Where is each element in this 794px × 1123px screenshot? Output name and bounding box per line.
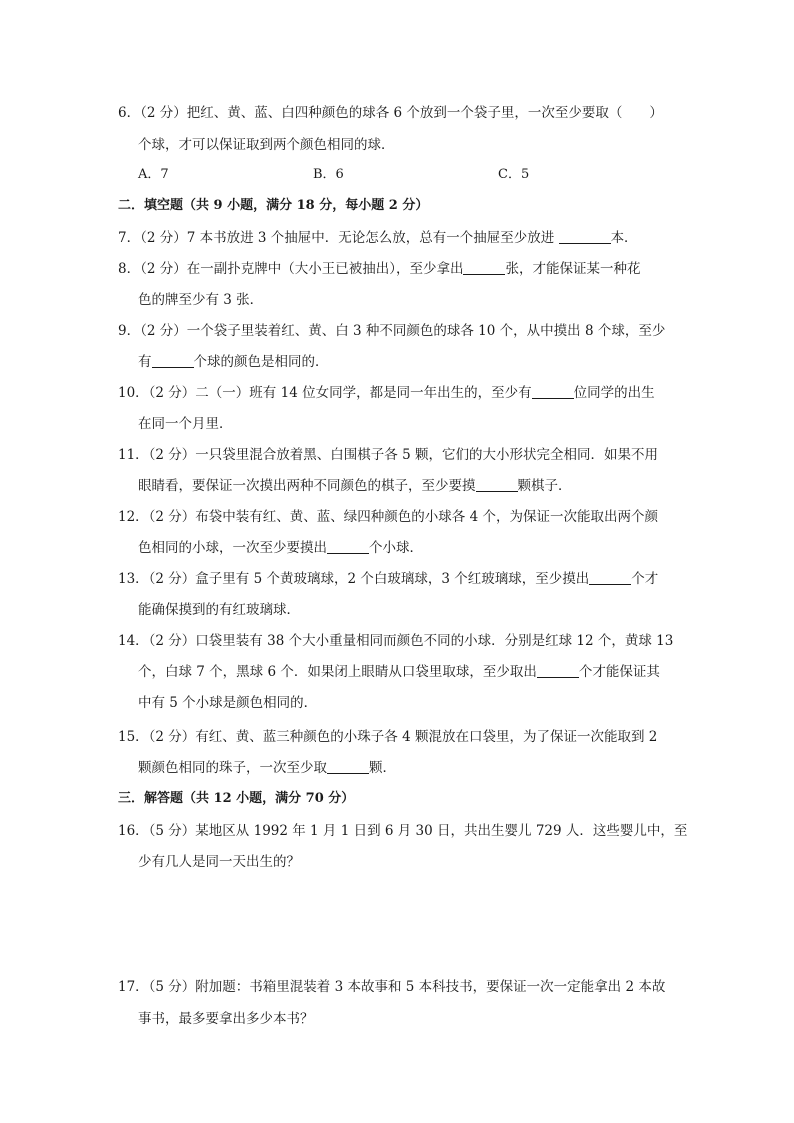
question-14-text: 个，白球 7 个，黑球 6 个．如果闭上眼睛从口袋里取球，至少取出 <box>138 664 537 680</box>
question-10-line-2: 在同一个月里． <box>138 416 233 432</box>
answer-blank[interactable] <box>152 354 194 368</box>
question-8-line-1 <box>118 260 640 278</box>
question-10-line-1 <box>118 384 655 402</box>
answer-blank[interactable] <box>559 230 611 244</box>
option-b: B．6 <box>313 167 344 182</box>
question-14-text-end: 个才能保证其 <box>578 664 660 680</box>
question-14-line-2 <box>138 663 660 681</box>
question-16-line-1: 16．（5 分）某地区从 1992 年 1 月 1 日到 6 月 30 日，共出生婴儿 729 人．这些婴儿中，至 <box>118 823 688 839</box>
question-15-text-end: 颗． <box>369 760 396 776</box>
section-3-title: 三．解答题（共 12 小题，满分 70 分） <box>118 791 355 806</box>
question-15-line-2 <box>138 759 396 777</box>
question-15-line-1: 15．（2 分）有红、黄、蓝三种颜色的小珠子各 4 颗混放在口袋里，为了保证一次能取到 2 <box>118 729 658 745</box>
question-6-line-2: 个球，才可以保证取到两个颜色相同的球． <box>138 137 395 153</box>
question-7-text-end: 本． <box>610 230 638 246</box>
question-6-line-1: 6．（2 分）把红、黄、蓝、白四种颜色的球各 6 个放到一个袋子里，一次至少要取（ ） <box>118 105 663 121</box>
option-a: A．7 <box>138 167 169 182</box>
question-11-line-2 <box>138 477 572 495</box>
question-11-line-1: 11．（2 分）一只袋里混合放着黑、白围棋子各 5 颗，它们的大小形状完全相同．如果不用 <box>118 447 658 463</box>
answer-blank[interactable] <box>476 478 518 492</box>
question-15-text: 颗颜色相同的珠子，一次至少取 <box>138 760 327 776</box>
question-10-text-end: 位同学的出生 <box>573 385 655 401</box>
question-14-line-3: 中有 5 个小球是颜色相同的． <box>138 695 318 711</box>
question-8-line-2: 色的牌至少有 3 张． <box>138 292 264 308</box>
question-14-line-1: 14．（2 分）口袋里装有 38 个大小重量相同而颜色不同的小球．分别是红球 12 个，黄球 13 <box>118 633 674 649</box>
question-12-line-2 <box>138 539 423 557</box>
question-7-text: 7．（2 分）7 本书放进 3 个抽屉中．无论怎么放，总有一个抽屉至少放进 <box>118 230 559 246</box>
question-16-line-2: 少有几人是同一天出生的？ <box>138 854 300 870</box>
question-9-text-end: 个球的颜色是相同的． <box>193 354 329 370</box>
question-12-text: 色相同的小球，一次至少要摸出 <box>138 540 327 556</box>
answer-blank[interactable] <box>537 664 579 678</box>
question-9-line-2 <box>138 353 329 371</box>
answer-blank[interactable] <box>589 571 631 585</box>
question-17-line-1: 17．（5 分）附加题：书箱里混装着 3 本故事和 5 本科技书，要保证一次一定能拿出 2 本故 <box>118 979 666 995</box>
question-13-text-end: 个才 <box>631 571 659 587</box>
question-10-text: 10．（2 分）二（一）班有 14 位女同学，都是同一年出生的，至少有 <box>118 385 532 401</box>
question-7 <box>118 229 638 247</box>
question-13-text: 13．（2 分）盒子里有 5 个黄玻璃球，2 个白玻璃球，3 个红玻璃球，至少摸出 <box>118 571 590 587</box>
answer-blank[interactable] <box>463 261 505 275</box>
answer-blank[interactable] <box>532 385 574 399</box>
option-c: C．5 <box>498 167 530 182</box>
question-11-text: 眼睛看，要保证一次摸出两种不同颜色的棋子，至少要摸 <box>138 478 476 494</box>
question-13-line-2: 能确保摸到的有红玻璃球． <box>138 602 300 618</box>
section-2-title: 二．填空题（共 9 小题，满分 18 分，每小题 2 分） <box>118 198 429 213</box>
question-8-text: 8．（2 分）在一副扑克牌中（大小王已被抽出），至少拿出 <box>118 261 464 277</box>
question-13-line-1 <box>118 570 658 588</box>
answer-blank[interactable] <box>327 540 369 554</box>
question-9-line-1: 9．（2 分）一个袋子里装着红、黄、白 3 种不同颜色的球各 10 个，从中摸出 8 个球，至少 <box>118 323 666 339</box>
question-11-text-end: 颗棋子． <box>517 478 572 494</box>
question-17-line-2: 事书，最多要拿出多少本书？ <box>138 1011 314 1027</box>
question-12-line-1: 12．（2 分）布袋中装有红、黄、蓝、绿四种颜色的小球各 4 个，为保证一次能取出两个颜 <box>118 509 658 525</box>
answer-blank[interactable] <box>327 760 369 774</box>
question-8-text-end: 张，才能保证某一种花 <box>505 261 641 277</box>
question-12-text-end: 个小球． <box>369 540 423 556</box>
question-9-text: 有 <box>138 354 152 370</box>
